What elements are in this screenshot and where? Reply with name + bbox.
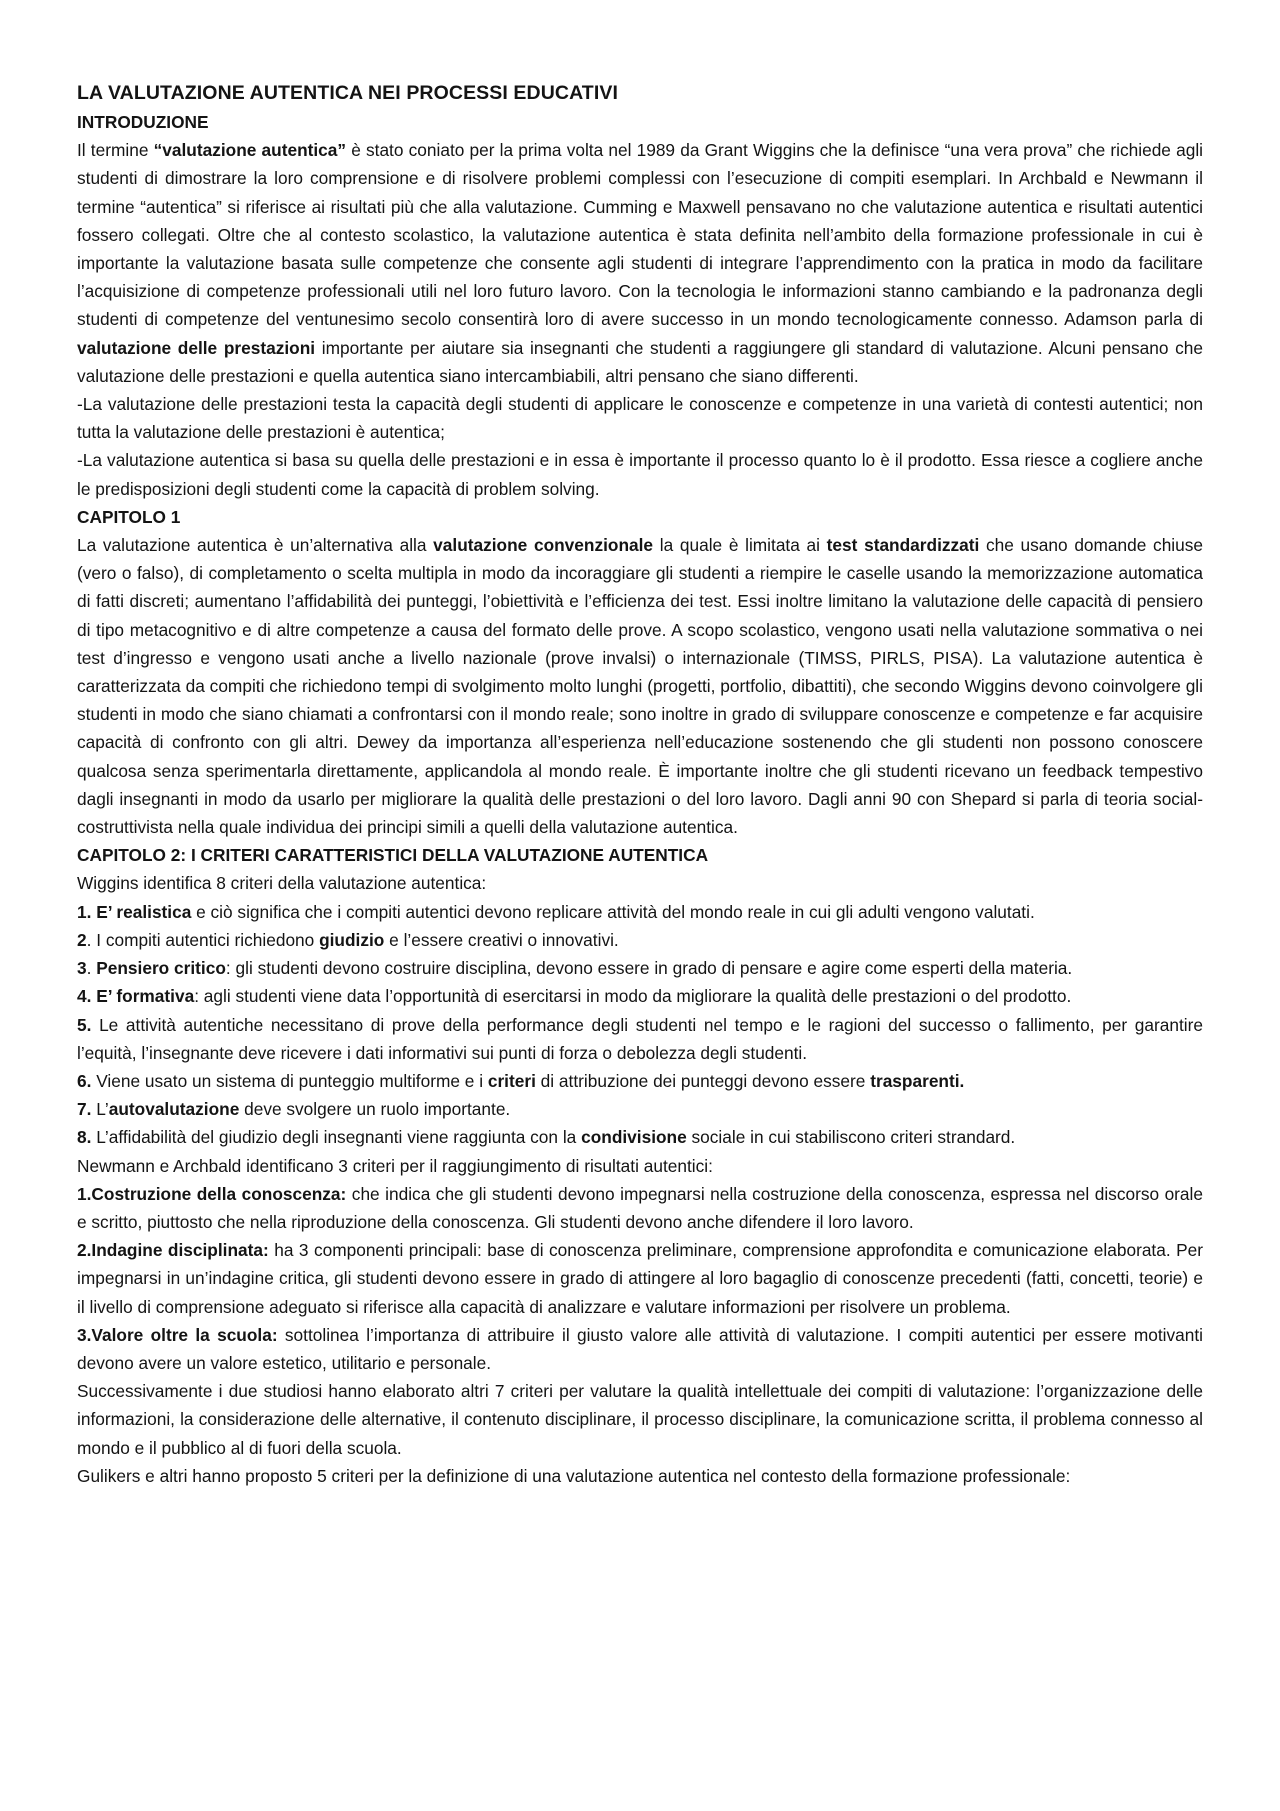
criterion-label: 8. — [77, 1127, 92, 1148]
text-run: ha 3 componenti principali: base di conoscenza preliminare, comprensione approfondita e comunicazione elaborata. Per impegnarsi in un’indagine critica, gli studenti devono essere in grado di attingere al loro bagaglio di conoscenze precedenti (fatti, concetti, teorie) e il livello di comprensione adeguato si riferisce alla capacità di analizzare e valutare informazioni per risolvere un problema. — [77, 1240, 1203, 1317]
wiggins-criterion-4 — [77, 982, 1203, 1010]
emphasis-valutazione-prestazioni: valutazione delle prestazioni — [77, 337, 316, 358]
text-run: : agli studenti viene data l’opportunità di esercitarsi in modo da migliorare la qualità delle prestazioni o del prodotto. — [194, 986, 1072, 1007]
text-run: di attribuzione dei punteggi devono essere — [535, 1070, 871, 1091]
emphasis-pensiero-critico: Pensiero critico — [96, 958, 226, 979]
intro-paragraph-3: -La valutazione autentica si basa su quella delle prestazioni e in essa è importante il processo quanto lo è il prodotto. Essa riesce a cogliere anche le predisposizioni degli studenti come la capacità di problem solving. — [77, 450, 1203, 499]
wiggins-criterion-8 — [77, 1123, 1203, 1151]
wiggins-criterion-1 — [77, 898, 1203, 926]
newmann-criterion-1 — [77, 1180, 1203, 1236]
criterion-label: 1.Costruzione della conoscenza: — [77, 1183, 347, 1204]
emphasis-criteri: criteri — [487, 1070, 536, 1091]
criterion-label: 1. E’ realistica — [77, 901, 192, 922]
emphasis-trasparenti: trasparenti. — [870, 1070, 965, 1091]
newmann-criterion-2 — [77, 1236, 1203, 1321]
criterion-label: 2.Indagine disciplinata: — [77, 1240, 269, 1261]
emphasis-valutazione-convenzionale: valutazione convenzionale — [433, 535, 654, 556]
text-run: e l’essere creativi o innovativi. — [384, 929, 619, 950]
chapter1-paragraph — [77, 531, 1203, 841]
criterion-label: 3 — [77, 958, 87, 979]
text-run: è stato coniato per la prima volta nel 1989 da Grant Wiggins che la definisce “una vera prova” che richiede agli studenti di dimostrare la loro comprensione e di risolvere problemi complessi con l’esecuzione di compiti esemplari. In Archbald e Newmann il termine “autentica” si riferisce ai risultati più che alla valutazione. Cumming e Maxwell pensavano no che valutazione autentica e risultati autentici fossero collegati. Oltre che al contesto scolastico, la valutazione autentica è stata definita nell’ambito della formazione professionale in cui è importante la valutazione basata sulle competenze che consente agli studenti di integrare l’apprendimento con la pratica in modo da facilitare l’acquisizione di competenze professionali utili nel loro futuro lavoro. Con la tecnologia le informazioni stanno cambiando e la padronanza degli studenti di competenze del ventunesimo secolo consentirà loro di avere successo in un mondo tecnologicamente connesso. Adamson parla di — [77, 140, 1203, 330]
chapter1-heading: CAPITOLO 1 — [77, 506, 181, 527]
document-title: LA VALUTAZIONE AUTENTICA NEI PROCESSI EDUCATIVI — [77, 82, 618, 104]
emphasis-valutazione-autentica: “valutazione autentica” — [153, 140, 347, 161]
intro-paragraph-1 — [77, 136, 1203, 390]
wiggins-criterion-7 — [77, 1095, 1203, 1123]
text-run: L’ — [91, 1099, 109, 1120]
closing-paragraph-1: Successivamente i due studiosi hanno elaborato altri 7 criteri per valutare la qualità intellettuale dei compiti di valutazione: l’organizzazione delle informazioni, la considerazione delle alternative, il contenuto disciplinare, il processo disciplinare, la comunicazione scritta, il problema connesso al mondo e il pubblico al di fuori della scuola. — [77, 1381, 1203, 1458]
criterion-label: 3.Valore oltre la scuola: — [77, 1324, 278, 1345]
text-run: Il termine — [77, 140, 154, 161]
text-run: sottolinea l’importanza di attribuire il giusto valore alle attività di valutazione. I compiti autentici per essere motivanti devono avere un valore estetico, utilitario e personale. — [77, 1324, 1203, 1373]
text-run: sociale in cui stabiliscono criteri strandard. — [686, 1127, 1016, 1148]
closing-paragraph-2: Gulikers e altri hanno proposto 5 criteri per la definizione di una valutazione autentica nel contesto della formazione professionale: — [77, 1465, 1071, 1486]
wiggins-criterion-6 — [77, 1067, 1203, 1095]
criterion-label: 5. — [77, 1014, 92, 1035]
text-run: La valutazione autentica è un’alternativa alla — [77, 535, 434, 556]
text-run: . I compiti autentici richiedono — [86, 929, 320, 950]
text-run: L’affidabilità del giudizio degli insegnanti viene raggiunta con la — [91, 1127, 582, 1148]
text-run: importante per aiutare sia insegnanti che studenti a raggiungere gli standard di valutazione. Alcuni pensano che valutazione delle prestazioni e quella autentica siano intercambiabili, altri pensano che siano differenti. — [77, 337, 1203, 386]
text-run: Viene usato un sistema di punteggio multiforme e i — [91, 1070, 488, 1091]
text-run: Le attività autentiche necessitano di prove della performance degli studenti nel tempo e le ragioni del successo o fallimento, per garantire l’equità, l’insegnante deve ricevere i dati informativi sui punti di forza o debolezza degli studenti. — [77, 1014, 1203, 1063]
criterion-label: 4. E’ formativa — [77, 986, 195, 1007]
criterion-label: 7. — [77, 1099, 92, 1120]
text-run: deve svolgere un ruolo importante. — [239, 1099, 511, 1120]
wiggins-criterion-5 — [77, 1011, 1203, 1067]
wiggins-intro: Wiggins identifica 8 criteri della valutazione autentica: — [77, 873, 487, 894]
criterion-label: 2 — [77, 929, 87, 950]
text-run: la quale è limitata ai — [653, 535, 827, 556]
intro-heading: INTRODUZIONE — [77, 112, 209, 132]
newmann-intro: Newmann e Archbald identificano 3 criteri per il raggiungimento di risultati autentici: — [77, 1155, 713, 1176]
chapter2-heading: CAPITOLO 2: I CRITERI CARATTERISTICI DELLA VALUTAZIONE AUTENTICA — [77, 845, 709, 866]
emphasis-giudizio: giudizio — [319, 929, 385, 950]
wiggins-criterion-2 — [77, 926, 1203, 954]
text-run: che usano domande chiuse (vero o falso), di completamento o scelta multipla in modo da incoraggiare gli studenti a riempire le caselle usando la memorizzazione automatica di fatti discreti; aumentano l’affidabilità dei punteggi, l’obiettività e l’efficienza dei test. Essi inoltre limitano la valutazione delle capacità di pensiero di tipo metacognitivo e di altre competenze a causa del formato delle prove. A scopo scolastico, vengono usati nella valutazione sommativa o nei test d’ingresso e vengono usati anche a livello nazionale (prove invalsi) o internazionale (TIMSS, PIRLS, PISA). La valutazione autentica è caratterizzata da compiti che richiedono tempi di svolgimento molto lunghi (progetti, portfolio, dibattiti), che secondo Wiggins devono coinvolgere gli studenti in modo che siano chiamati a confrontarsi con il mondo reale; sono inoltre in grado di sviluppare conoscenze e competenze e far acquisire capacità di confronto con gli altri. Dewey da importanza all’esperienza nell’educazione sostenendo che gli studenti non possono conoscere qualcosa senza sperimentarla direttamente, applicandola al mondo reale. È importante inoltre che gli studenti ricevano un feedback tempestivo dagli insegnanti in modo da usarlo per migliorare la qualità delle prestazioni o del loro lavoro. Dagli anni 90 con Shepard si parla di teoria social-costruttivista nella quale individua dei principi simili a quelli della valutazione autentica. — [77, 535, 1204, 838]
wiggins-criterion-3 — [77, 954, 1203, 982]
emphasis-autovalutazione: autovalutazione — [108, 1099, 240, 1120]
intro-paragraph-2: -La valutazione delle prestazioni testa la capacità degli studenti di applicare le conoscenze e competenze in una varietà di contesti autentici; non tutta la valutazione delle prestazioni è autentica; — [77, 394, 1203, 443]
newmann-criterion-3 — [77, 1321, 1203, 1377]
emphasis-test-standardizzati: test standardizzati — [826, 535, 980, 556]
text-run: e ciò significa che i compiti autentici devono replicare attività del mondo reale in cui gli adulti vengono valutati. — [191, 901, 1035, 922]
text-run: : gli studenti devono costruire disciplina, devono essere in grado di pensare e agire come esperti della materia. — [225, 958, 1073, 979]
text-run: che indica che gli studenti devono impegnarsi nella costruzione della conoscenza, espressa nel discorso orale e scritto, piuttosto che nella riproduzione della conoscenza. Gli studenti devono anche difendere il loro lavoro. — [77, 1183, 1203, 1232]
criterion-label: 6. — [77, 1070, 92, 1091]
text-run: . — [86, 958, 97, 979]
emphasis-condivisione: condivisione — [581, 1127, 687, 1148]
